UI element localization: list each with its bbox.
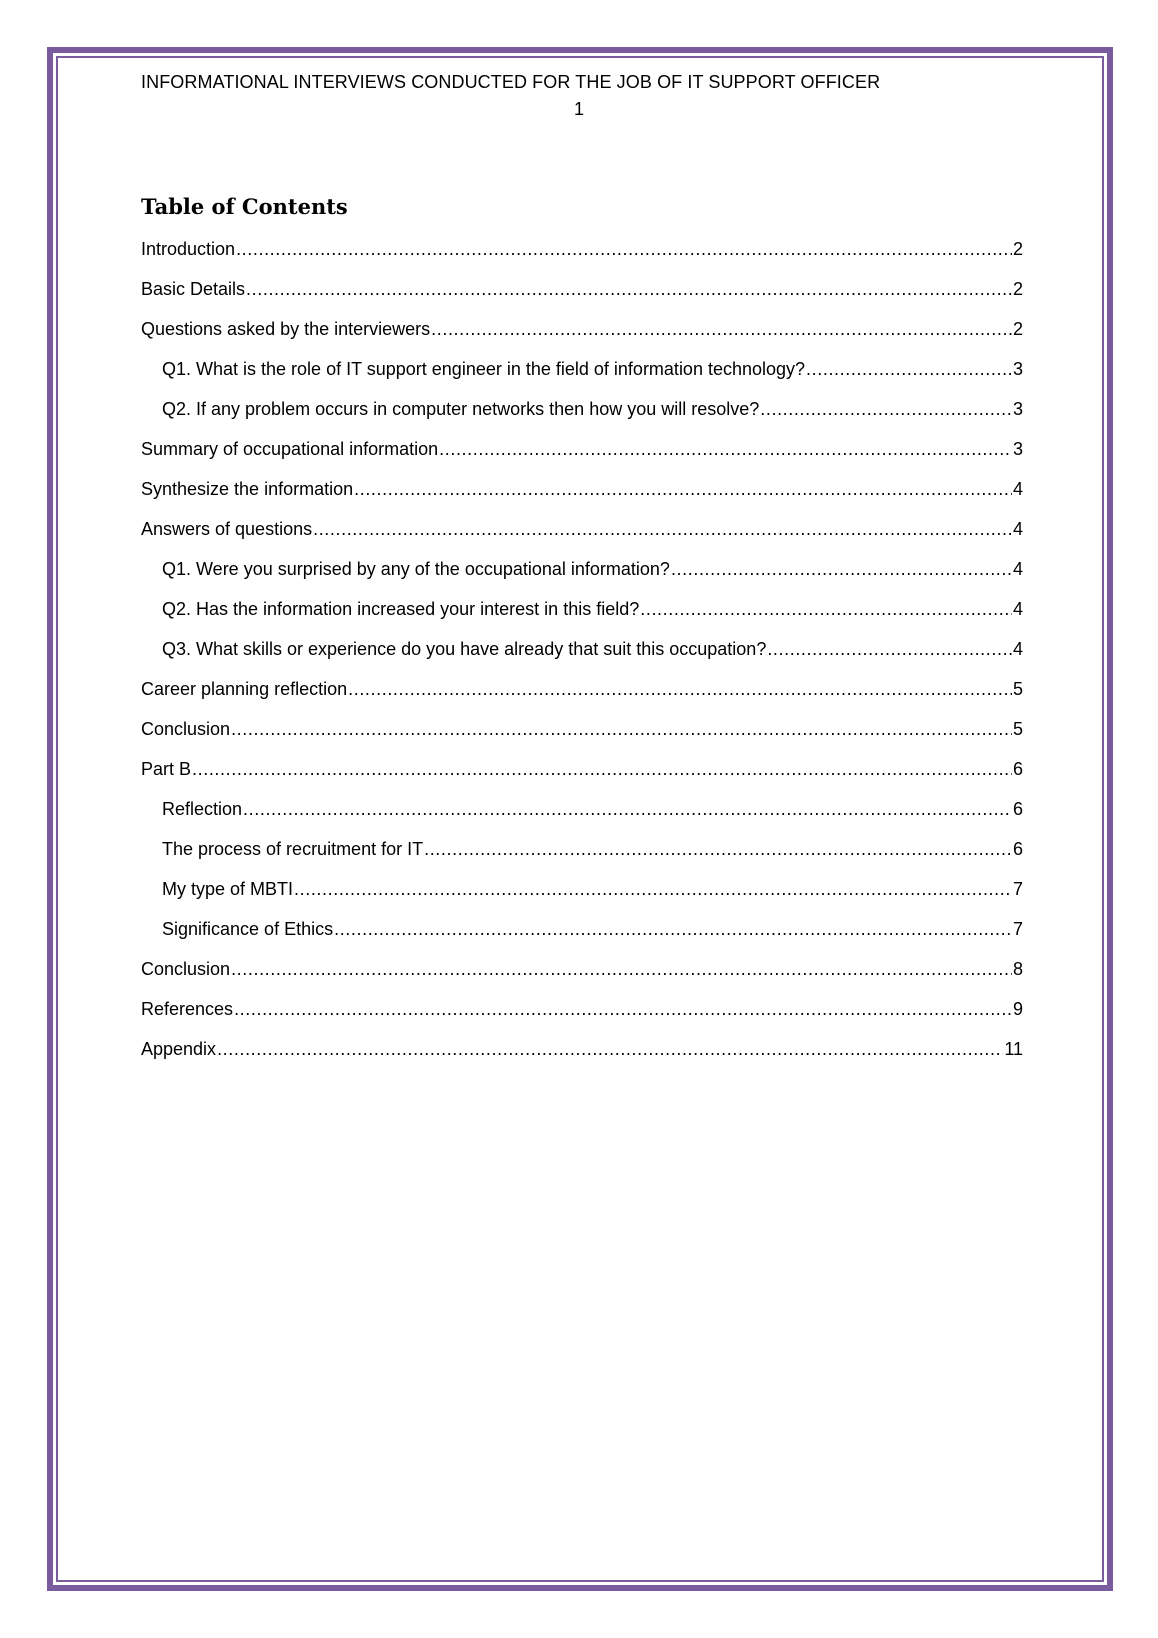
toc-entry-part-b[interactable] xyxy=(141,755,1023,795)
toc-leader-dots xyxy=(806,355,1012,383)
toc-entry-q1-role[interactable] xyxy=(141,355,1023,395)
toc-entry-page: 4 xyxy=(1012,639,1023,659)
toc-leader-dots xyxy=(424,835,1012,863)
toc-entry-mbti[interactable] xyxy=(141,875,1023,915)
toc-leader-dots xyxy=(348,675,1012,703)
toc-entry-page: 6 xyxy=(1012,839,1023,859)
toc-entry-text: Appendix xyxy=(141,1039,217,1059)
toc-entry-answers[interactable] xyxy=(141,515,1023,555)
toc-entry-synthesize[interactable] xyxy=(141,475,1023,515)
toc-entry-page: 3 xyxy=(1012,399,1023,419)
toc-leader-dots xyxy=(671,555,1012,583)
toc-entry-page: 4 xyxy=(1012,599,1023,619)
toc-entry-career-planning[interactable] xyxy=(141,675,1023,715)
toc-leader-dots xyxy=(640,595,1012,623)
toc-entry-text: Conclusion xyxy=(141,959,231,979)
toc-entry-page: 3 xyxy=(1012,439,1023,459)
toc-leader-dots xyxy=(760,395,1012,423)
toc-entry-appendix[interactable] xyxy=(141,1035,1023,1075)
toc-entry-text: Q3. What skills or experience do you have already that suit this occupation? xyxy=(162,639,767,659)
toc-entry-page: 6 xyxy=(1012,799,1023,819)
toc-entry-reflection[interactable] xyxy=(141,795,1023,835)
toc-leader-dots xyxy=(192,755,1012,783)
toc-entry-summary-occupational[interactable] xyxy=(141,435,1023,475)
toc-entry-page: 7 xyxy=(1012,879,1023,899)
toc-entry-text: Answers of questions xyxy=(141,519,313,539)
toc-entry-text: Q2. If any problem occurs in computer networks then how you will resolve? xyxy=(162,399,760,419)
toc-entry-page: 2 xyxy=(1012,319,1023,339)
toc-entry-text: Part B xyxy=(141,759,192,779)
toc-entry-text: My type of MBTI xyxy=(162,879,294,899)
toc-entry-page: 6 xyxy=(1012,759,1023,779)
toc-entry-page: 5 xyxy=(1012,719,1023,739)
toc-entry-text: Synthesize the information xyxy=(141,479,354,499)
toc-leader-dots xyxy=(234,995,1012,1023)
toc-entry-page: 2 xyxy=(1012,279,1023,299)
toc-entry-references[interactable] xyxy=(141,995,1023,1035)
toc-leader-dots xyxy=(236,235,1012,263)
toc-entry-text: Q1. What is the role of IT support engineer in the field of information technology? xyxy=(162,359,806,379)
toc-entry-conclusion-a[interactable] xyxy=(141,715,1023,755)
toc-leader-dots xyxy=(231,715,1012,743)
toc-leader-dots xyxy=(217,1035,1003,1063)
toc-entry-text: The process of recruitment for IT xyxy=(162,839,424,859)
toc-entry-page: 2 xyxy=(1012,239,1023,259)
toc-entry-q1-surprised[interactable] xyxy=(141,555,1023,595)
toc-entry-text: Conclusion xyxy=(141,719,231,739)
toc-entry-page: 5 xyxy=(1012,679,1023,699)
toc-entry-text: Significance of Ethics xyxy=(162,919,334,939)
toc-leader-dots xyxy=(294,875,1012,903)
running-header: INFORMATIONAL INTERVIEWS CONDUCTED FOR THE JOB OF IT SUPPORT OFFICER xyxy=(141,72,881,92)
page-number: 1 xyxy=(573,99,584,119)
toc-entry-text: Questions asked by the interviewers xyxy=(141,319,431,339)
toc-entry-text: Q2. Has the information increased your interest in this field? xyxy=(162,599,640,619)
toc-entry-ethics[interactable] xyxy=(141,915,1023,955)
toc-entry-text: Reflection xyxy=(162,799,243,819)
toc-entry-page: 9 xyxy=(1012,999,1023,1019)
toc-leader-dots xyxy=(231,955,1012,983)
toc-entry-text: Career planning reflection xyxy=(141,679,348,699)
toc-entry-text: Basic Details xyxy=(141,279,246,299)
toc-entry-text: Q1. Were you surprised by any of the occupational information? xyxy=(162,559,670,579)
toc-entry-page: 4 xyxy=(1012,479,1023,499)
toc-leader-dots xyxy=(334,915,1012,943)
toc-leader-dots xyxy=(243,795,1012,823)
toc-leader-dots xyxy=(431,315,1012,343)
toc-leader-dots xyxy=(313,515,1012,543)
toc-entry-basic-details[interactable] xyxy=(141,275,1023,315)
toc-title: Table of Contents xyxy=(141,194,348,219)
toc-leader-dots xyxy=(767,635,1012,663)
toc-leader-dots xyxy=(246,275,1012,303)
toc-list xyxy=(141,235,1023,1075)
toc-entry-page: 8 xyxy=(1012,959,1023,979)
toc-entry-questions-asked[interactable] xyxy=(141,315,1023,355)
toc-entry-text: References xyxy=(141,999,234,1019)
toc-entry-introduction[interactable] xyxy=(141,235,1023,275)
toc-entry-q2-network-problem[interactable] xyxy=(141,395,1023,435)
toc-entry-text: Introduction xyxy=(141,239,236,259)
toc-entry-page: 11 xyxy=(1004,1039,1023,1059)
toc-entry-recruitment[interactable] xyxy=(141,835,1023,875)
toc-entry-q2-interest[interactable] xyxy=(141,595,1023,635)
toc-entry-page: 4 xyxy=(1012,519,1023,539)
toc-entry-page: 3 xyxy=(1012,359,1023,379)
toc-entry-page: 4 xyxy=(1012,559,1023,579)
toc-leader-dots xyxy=(439,435,1012,463)
toc-entry-page: 7 xyxy=(1012,919,1023,939)
toc-leader-dots xyxy=(354,475,1012,503)
toc-entry-conclusion-b[interactable] xyxy=(141,955,1023,995)
toc-entry-text: Summary of occupational information xyxy=(141,439,439,459)
toc-entry-q3-skills[interactable] xyxy=(141,635,1023,675)
